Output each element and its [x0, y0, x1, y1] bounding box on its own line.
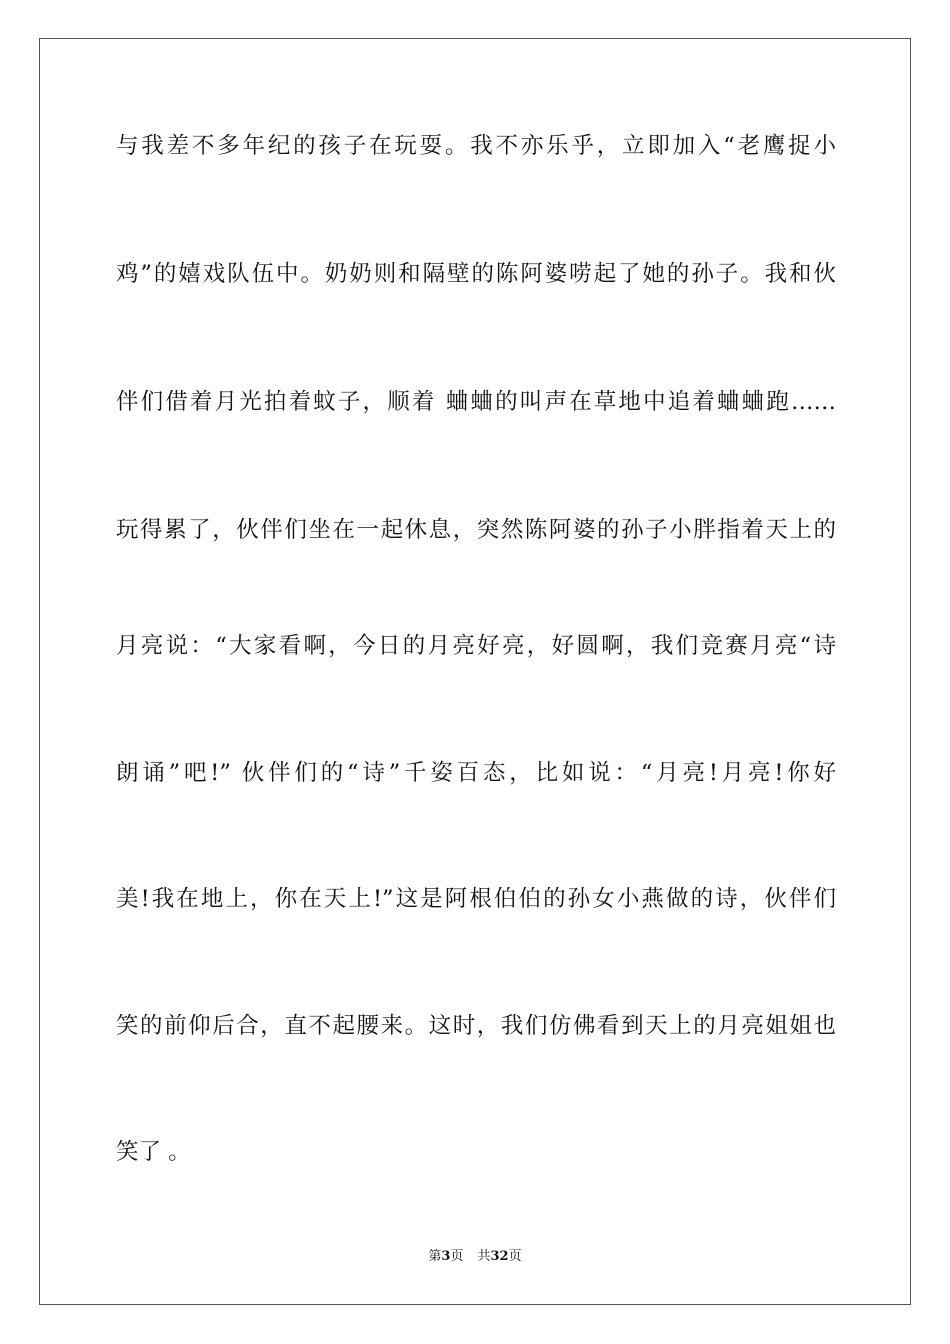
- text-line-2: 鸡”的嬉戏队伍中。奶奶则和隔壁的陈阿婆唠起了她的孙子。我和伙: [116, 261, 836, 287]
- text-line-5: 月亮说：“大家看啊，今日的月亮好亮，好圆啊，我们竞赛月亮“诗: [116, 633, 836, 659]
- page-footer: [0, 1247, 950, 1267]
- text-line-8: 笑的前仰后合，直不起腰来。这时，我们仿佛看到天上的月亮姐姐也: [116, 1013, 836, 1039]
- text-line-3: 伴们借着月光拍着蚊子，顺着 蛐蛐的叫声在草地中追着蛐蛐跑……: [116, 389, 836, 415]
- page-frame: [39, 38, 911, 1305]
- total-pages: 32: [490, 1249, 509, 1264]
- total-suffix: 页: [508, 1249, 522, 1264]
- text-line-6: 朗诵”吧!” 伙伴们的“诗”千姿百态，比如说：“月亮!月亮!你好: [116, 760, 836, 786]
- page-suffix: 页: [450, 1249, 464, 1264]
- total-prefix: 共: [477, 1249, 491, 1264]
- page-number: 3: [441, 1249, 451, 1264]
- page-prefix: 第: [428, 1249, 442, 1264]
- text-line-7: 美!我在地上，你在天上!”这是阿根伯伯的孙女小燕做的诗，伙伴们: [116, 886, 836, 912]
- text-line-9: 笑了 。: [116, 1139, 191, 1165]
- text-line-4: 玩得累了，伙伴们坐在一起休息，突然陈阿婆的孙子小胖指着天上的: [116, 517, 836, 543]
- text-line-1: 与我差不多年纪的孩子在玩耍。我不亦乐乎，立即加入“老鹰捉小: [116, 133, 836, 159]
